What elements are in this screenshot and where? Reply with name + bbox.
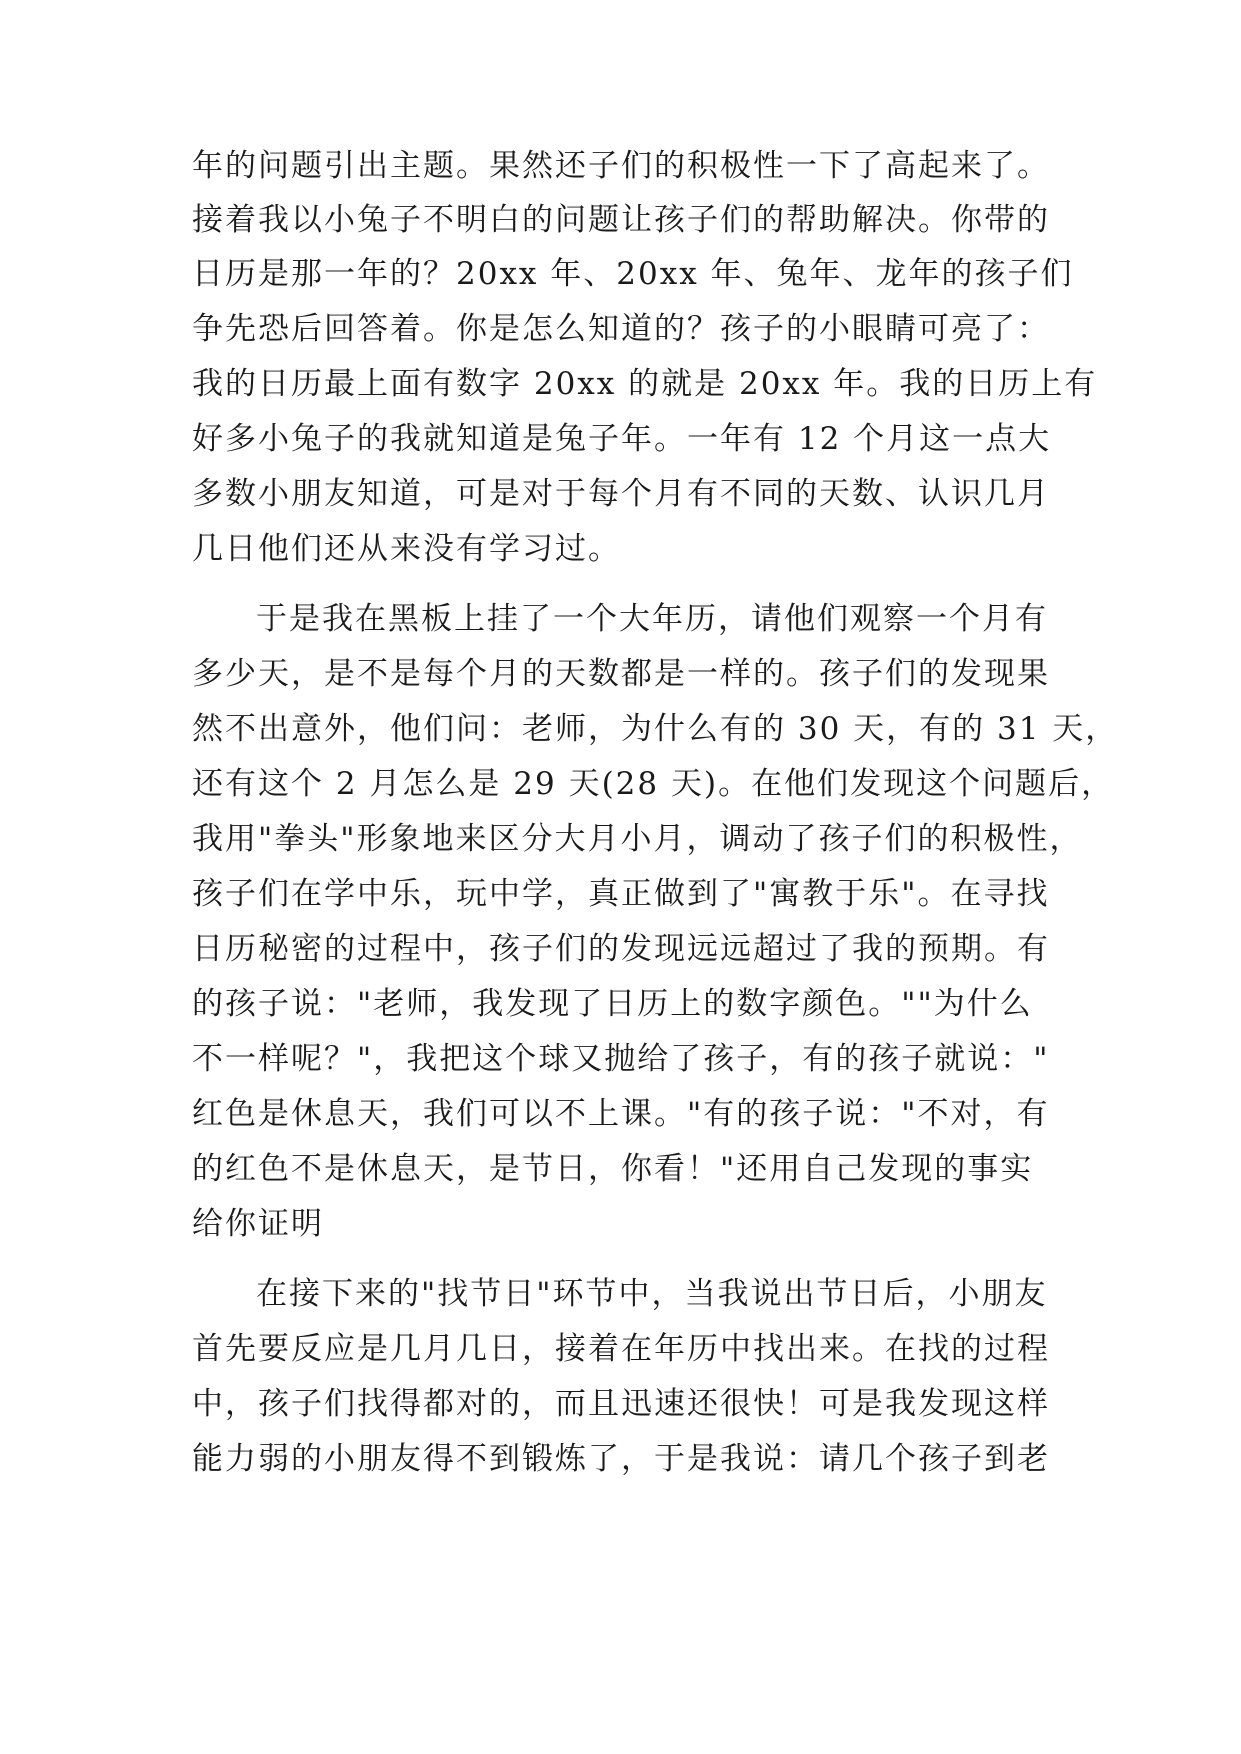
text-line: 的孩子说："老师，我发现了日历上的数字颜色。""为什么 [192,986,1033,1022]
text-line: 我用"拳头"形象地来区分大月小月，调动了孩子们的积极性， [192,821,1083,857]
text-line: 我的日历最上面有数字 20xx 的就是 20xx 年。我的日历上有 [192,366,1098,402]
text-line: 几日他们还从来没有学习过。 [192,531,621,567]
text-line: 孩子们在学中乐，玩中学，真正做到了"寓教于乐"。在寻找 [192,876,1050,912]
text-line: 的红色不是休息天，是节日，你看！"还用自己发现的事实 [192,1151,1034,1187]
text-line: 然不出意外，他们问：老师，为什么有的 30 天，有的 31 天， [192,711,1119,747]
text-line: 多少天，是不是每个月的天数都是一样的。孩子们的发现果 [192,656,1050,692]
text-line: 接着我以小兔子不明白的问题让孩子们的帮助解决。你带的 [192,202,1050,238]
text-line: 能力弱的小朋友得不到锻炼了，于是我说：请几个孩子到老 [192,1441,1050,1477]
text-line: 不一样呢？"，我把这个球又抛给了孩子，有的孩子就说：" [192,1041,1050,1077]
text-line: 红色是休息天，我们可以不上课。"有的孩子说："不对，有 [192,1096,1050,1132]
text-line: 还有这个 2 月怎么是 29 天(28 天)。在他们发现这个问题后， [192,766,1115,802]
text-line: 争先恐后回答着。你是怎么知道的？孩子的小眼睛可亮了： [192,311,1050,347]
text-line: 中，孩子们找得都对的，而且迅速还很快！可是我发现这样 [192,1386,1050,1422]
text-line: 好多小兔子的我就知道是兔子年。一年有 12 个月这一点大 [192,421,1052,457]
paragraph-start-line: 在接下来的"找节日"环节中，当我说出节日后，小朋友 [256,1276,1048,1312]
text-line: 首先要反应是几月几日，接着在年历中找出来。在找的过程 [192,1331,1050,1367]
text-line: 日历秘密的过程中，孩子们的发现远远超过了我的预期。有 [192,931,1050,967]
paragraph-start-line: 于是我在黑板上挂了一个大年历，请他们观察一个月有 [256,601,1048,637]
text-line: 给你证明 [192,1206,324,1242]
text-line: 年的问题引出主题。果然还子们的积极性一下了高起来了。 [192,148,1050,184]
text-line: 多数小朋友知道，可是对于每个月有不同的天数、认识几月 [192,476,1050,512]
text-line: 日历是那一年的？20xx 年、20xx 年、兔年、龙年的孩子们 [192,256,1074,292]
